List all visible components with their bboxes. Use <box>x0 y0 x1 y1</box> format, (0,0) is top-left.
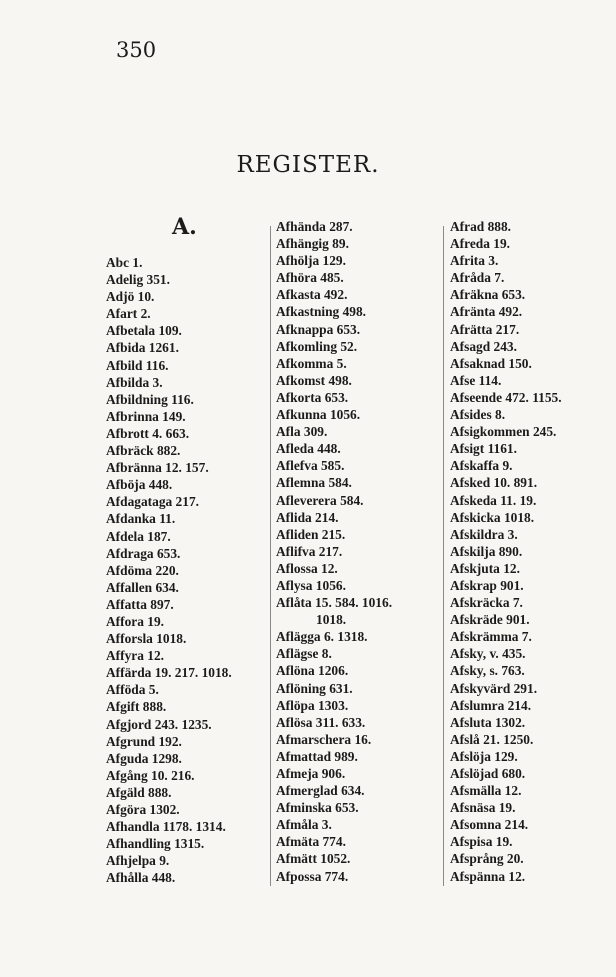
index-entry: Adelig 351. <box>106 272 170 288</box>
index-entry: Afseende 472. 1155. <box>450 389 562 405</box>
index-entry: Afhålla 448. <box>106 870 176 886</box>
index-entry: Afleverera 584. <box>276 492 364 508</box>
index-entry: Aflida 214. <box>276 509 339 525</box>
index-entry: Afhöra 485. <box>276 270 344 286</box>
index-entry: Afhängig 89. <box>276 236 349 252</box>
index-entry: Afdela 187. <box>106 528 171 544</box>
index-entry: Afsides 8. <box>450 407 506 423</box>
index-entry: Afböja 448. <box>106 477 173 493</box>
column-divider <box>270 226 271 886</box>
index-column-2 <box>276 218 392 885</box>
index-entry: Afgift 888. <box>106 699 167 715</box>
index-entry: Afkunna 1056. <box>276 407 361 423</box>
index-entry: Aflöning 631. <box>276 680 353 696</box>
index-entry: Afhandla 1178. 1314. <box>106 819 226 835</box>
index-entry: Afkomling 52. <box>276 338 358 354</box>
index-entry: Afgrund 192. <box>106 733 182 749</box>
index-entry: Afsomna 214. <box>450 817 529 833</box>
index-entry: Afhölja 129. <box>276 253 346 269</box>
index-entry: Afslöjad 680. <box>450 766 526 781</box>
index-entry: Afsky, s. 763. <box>450 663 525 679</box>
index-entry: Afmåla 3. <box>276 817 332 833</box>
index-entry: Afhandling 1315. <box>106 836 205 852</box>
index-entry: Afbild 116. <box>106 357 169 373</box>
index-entry: Afrad 888. <box>450 219 511 234</box>
index-entry: Afskildra 3. <box>450 526 518 542</box>
index-entry: Afbida 1261. <box>106 340 179 356</box>
index-entry: Affatta 897. <box>106 596 174 612</box>
index-entry: Afrätta 217. <box>450 321 520 337</box>
index-entry: Afgång 10. 216. <box>106 767 195 783</box>
index-entry: Afse 114. <box>450 372 502 388</box>
index-entry: Aflåta 15. 584. 1016. <box>276 595 393 611</box>
index-entry: Aflägse 8. <box>276 646 332 662</box>
index-entry: Afgäld 888. <box>106 784 172 800</box>
index-entry: Afskräde 901. <box>450 612 530 628</box>
index-entry: Afdöma 220. <box>106 562 179 578</box>
index-entry: Aflossa 12. <box>276 560 338 576</box>
index-entry: Afhända 287. <box>276 219 353 234</box>
index-entry: Afspänna 12. <box>450 868 526 884</box>
index-entry: Afkastning 498. <box>276 304 367 320</box>
section-heading: A. <box>172 214 197 240</box>
index-entry: Afsnäsa 19. <box>450 800 516 816</box>
index-entry: Afgjord 243. 1235. <box>106 716 212 732</box>
index-entry: Abc 1. <box>106 255 143 270</box>
index-entry: Afbränna 12. 157. <box>106 460 209 476</box>
index-entry: Afsluta 1302. <box>450 714 526 730</box>
index-entry: Afmäta 774. <box>276 834 346 850</box>
index-entry: Afskyvärd 291. <box>450 680 538 696</box>
index-entry: Afdagataga 217. <box>106 494 199 510</box>
index-entry: Afskjuta 12. <box>450 560 520 576</box>
index-entry: Afsigkommen 245. <box>450 424 557 440</box>
page-number: 350 <box>116 38 157 62</box>
index-entry: Affora 19. <box>106 613 165 629</box>
index-entry: Afsprång 20. <box>450 851 524 867</box>
index-entry: Afkomma 5. <box>276 355 347 371</box>
index-entry: Afränta 492. <box>450 304 523 320</box>
index-entry: Afgöra 1302. <box>106 802 180 817</box>
index-entry: Afbildning 116. <box>106 391 194 407</box>
index-entry: Affallen 634. <box>106 579 179 595</box>
index-entry: Afspisa 19. <box>450 834 513 850</box>
index-entry: Afsagd 243. <box>450 338 517 354</box>
index-entry: Afforsla 1018. <box>106 631 187 647</box>
index-entry: Afkasta 492. <box>276 287 348 303</box>
index-entry: Afskicka 1018. <box>450 509 535 525</box>
index-entry: Afbrinna 149. <box>106 408 186 424</box>
index-entry: Afmätt 1052. <box>276 851 351 867</box>
index-entry: Afslumra 214. <box>450 697 532 713</box>
index-entry: Afsmälla 12. <box>450 783 522 799</box>
index-entry: Afråda 7. <box>450 270 505 286</box>
page-title: REGISTER. <box>236 152 380 178</box>
index-entry: Affärda 19. 217. 1018. <box>106 665 232 681</box>
index-entry: Afmerglad 634. <box>276 783 365 799</box>
index-entry: Afskrämma 7. <box>450 629 532 645</box>
index-entry: Afdraga 653. <box>106 545 181 561</box>
index-entry: Aflösa 311. 633. <box>276 714 366 730</box>
index-entry: Afbrott 4. 663. <box>106 425 190 441</box>
index-entry: Afbetala 109. <box>106 323 182 339</box>
index-entry: Afskilja 890. <box>450 543 523 559</box>
index-entry: Afbilda 3. <box>106 374 163 390</box>
index-entry: Afart 2. <box>106 306 151 322</box>
index-entry: Adjö 10. <box>106 289 155 305</box>
index-entry: Afguda 1298. <box>106 750 182 766</box>
index-entry: Afmarschera 16. <box>276 731 372 747</box>
index-entry: 1018. <box>316 612 347 628</box>
index-entry: Afreda 19. <box>450 236 511 252</box>
index-entry: Afslöja 129. <box>450 748 518 764</box>
index-entry: Aflöna 1206. <box>276 663 349 679</box>
index-entry: Afdanka 11. <box>106 511 176 527</box>
index-entry: Aflemna 584. <box>276 475 352 491</box>
index-entry: Afknappa 653. <box>276 321 361 337</box>
index-entry: Afpossa 774. <box>276 868 349 884</box>
index-entry: Afskräcka 7. <box>450 595 523 611</box>
index-entry: Afkomst 498. <box>276 372 352 388</box>
index-entry: Aflifva 217. <box>276 543 343 559</box>
index-entry: Afbräck 882. <box>106 443 181 459</box>
index-entry: Afkorta 653. <box>276 389 349 405</box>
index-entry: Afleda 448. <box>276 441 341 457</box>
index-entry: Afhjelpa 9. <box>106 853 170 869</box>
index-entry: Afsaknad 150. <box>450 355 532 371</box>
index-entry: Afsky, v. 435. <box>450 646 526 662</box>
index-entry: Afla 309. <box>276 424 328 440</box>
column-divider <box>443 226 444 886</box>
index-entry: Afsked 10. 891. <box>450 475 538 491</box>
index-entry: Afrita 3. <box>450 253 499 269</box>
index-entry: Afsigt 1161. <box>450 441 517 457</box>
index-entry: Afmattad 989. <box>276 748 358 764</box>
index-entry: Afskrap 901. <box>450 577 524 593</box>
index-entry: Aflysa 1056. <box>276 577 346 593</box>
index-entry: Afskeda 11. 19. <box>450 492 537 508</box>
index-entry: Afslå 21. 1250. <box>450 731 534 747</box>
index-entry: Afmeja 906. <box>276 766 346 781</box>
index-entry: Aflefva 585. <box>276 458 345 474</box>
index-entry: Aflöpa 1303. <box>276 697 349 713</box>
index-entry: Afräkna 653. <box>450 287 526 303</box>
index-entry: Afminska 653. <box>276 800 359 816</box>
index-column-3 <box>450 218 562 885</box>
index-entry: Afföda 5. <box>106 682 159 698</box>
index-entry: Afskaffa 9. <box>450 458 513 474</box>
index-column-1 <box>106 254 232 886</box>
index-entry: Affyra 12. <box>106 648 165 664</box>
index-entry: Aflägga 6. 1318. <box>276 629 368 645</box>
index-entry: Afliden 215. <box>276 526 346 542</box>
